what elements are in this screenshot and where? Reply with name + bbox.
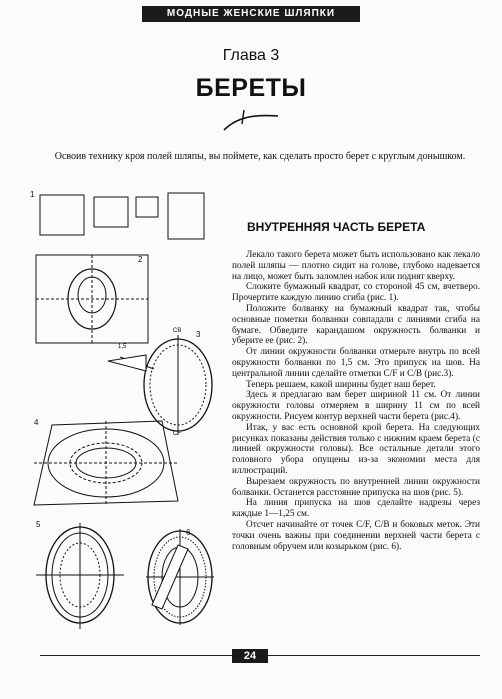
figure-number-2: 2 xyxy=(138,255,143,264)
paragraph: На линия припуска на шов сделайте надрезы через каждые 1—1,25 см. xyxy=(232,498,480,520)
figure-label-cb: CB xyxy=(173,328,182,334)
pattern-illustrations xyxy=(28,185,228,645)
paragraph: Итак, у вас есть основной крой берета. На следующих рисунках показаны действия только с нижним краем берета (с линией окружности головы). Все остальные детали этого головного убора опущены из-за экономии места для иллюстраций. xyxy=(232,422,480,476)
paragraph: От линии окружности болванки отмерьте внутрь по всей окружности болванки по 1,5 см. Это припуск на шов. На центральной линии сделайте отметки C/F и C/B (рис.3). xyxy=(232,347,480,379)
figure-4-beret-top xyxy=(34,421,178,505)
running-header: МОДНЫЕ ЖЕНСКИЕ ШЛЯПКИ xyxy=(142,6,360,22)
figure-5-cut-ring xyxy=(36,523,124,629)
figure-number-6: 6 xyxy=(186,528,191,537)
figure-label-seam: 1,5 xyxy=(118,344,127,350)
figure-2-block-outline xyxy=(36,255,148,343)
chapter-title: БЕРЕТЫ xyxy=(195,74,307,102)
paragraph: Лекало такого берета может быть использовано как лекало полей шляпы — плотно сидит на голове, глубоко надевается на лицо, может быть заломлен набок или поднят кверху. xyxy=(232,250,480,282)
intro-text: Освоив технику кроя полей шляпы, вы поймете, как сделать просто берет с круглым донышком. xyxy=(54,151,466,162)
figure-label-cf: CF xyxy=(173,431,181,437)
body-text xyxy=(232,250,480,552)
paragraph: Вырезаем окружность по внутренней линии окружности болванки. Останется расстояние припуска на шов (рис. 5). xyxy=(232,476,480,498)
page-number: 24 xyxy=(232,649,268,663)
decorative-flourish xyxy=(222,108,282,134)
figure-number-5: 5 xyxy=(36,520,41,529)
paragraph: Здесь я предлагаю вам берет шириной 11 см. От линии окружности головы отмеряем в ширину 11 см по всей окружности. Рисуем контур верхней части берета (рис.4). xyxy=(232,390,480,422)
figure-3-seam-allowance xyxy=(108,335,212,435)
paragraph: Теперь решаем, какой ширины будет наш берет. xyxy=(246,379,436,390)
paragraph: Сложите бумажный квадрат, со стороной 45 см, вчетверо. Прочертите каждую линию сгиба (рис. 1). xyxy=(232,282,480,304)
figure-1-folding-squares xyxy=(40,193,204,239)
chapter-label: Глава 3 xyxy=(222,47,280,64)
figure-number-1: 1 xyxy=(30,190,35,199)
figure-number-3: 3 xyxy=(196,330,201,339)
paragraph: Отсчет начинайте от точек C/F, C/B и боковых меток. Эти точки очень важны при соединении верхней части берета с головным обручем или козырьком (рис. 6). xyxy=(232,519,480,552)
figure-number-4: 4 xyxy=(34,418,39,427)
figure-6-notched-ring xyxy=(146,529,214,625)
paragraph: Положите болванку на бумажный квадрат так, чтобы основные пометки болванки совпадали с линиями сгиба на бумаге. Обведите карандашом окружность болванки и уберите ее (рис. 2). xyxy=(232,303,480,347)
section-title: ВНУТРЕННЯЯ ЧАСТЬ БЕРЕТА xyxy=(247,220,426,234)
